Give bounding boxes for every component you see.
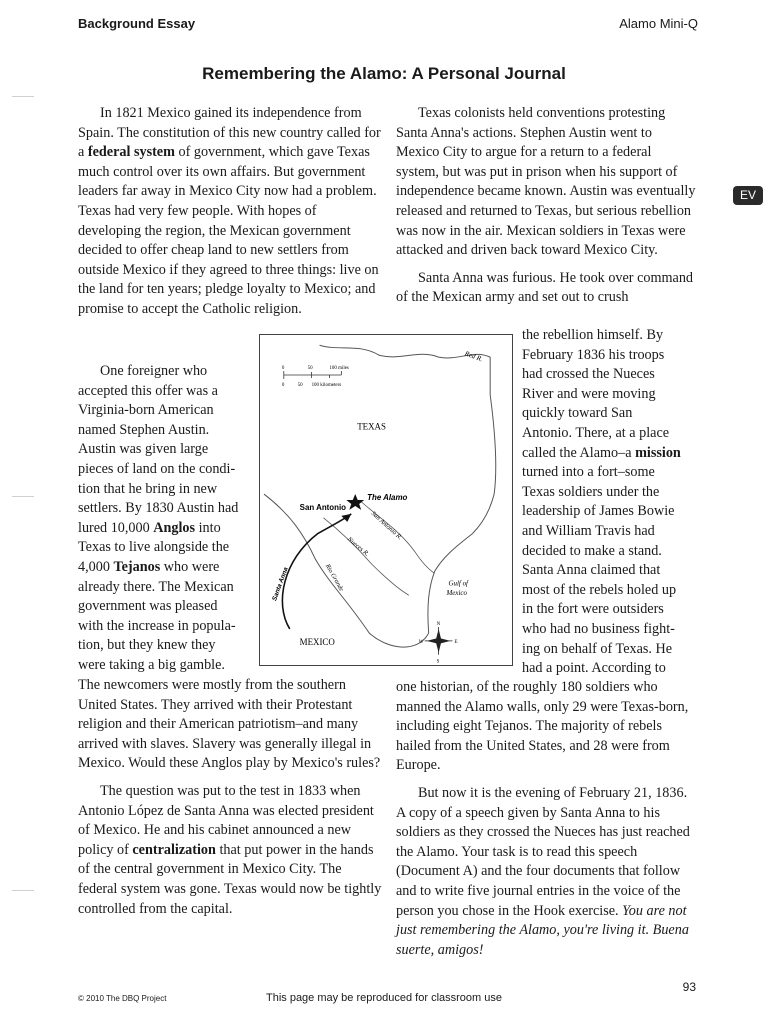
santa-anna-route [282,514,351,629]
section-label: Background Essay [78,16,196,31]
scale-50-top: 50 [307,366,313,372]
scale-zero-bottom: 0 [281,382,285,388]
compass-east: E [454,639,458,645]
compass-south: S [436,659,440,665]
red-river-label: Red R. [463,349,484,364]
map-graphic [260,335,512,665]
right-column: Texas colonists held conventions protesting Santa Anna's actions. Stephen Austin went to Mexico City to argue for a return to a federal system, but was put in prison when his support of independence became known. Austin was eventually released and returned to Texas, but serious rebellion was now in the air. Mexican soldiers in Texas were attacked and driven back toward Mexico City. Santa Anna was furious. He took over command of the Mexican army and set out to crush [396,105,696,306]
scan-mark [12,890,34,891]
san-antonio-river-label: San Antonio R. [369,510,404,542]
reproduction-notice: This page may be reproduced for classroom use [265,992,502,1004]
page-number: 93 [682,980,696,994]
left-column-lower: The newcomers were mostly from the southern United States. They arrived with their Protestant religion and their American patriotism–and many arrived with slaves. Slavery was generally illegal in Mexico. Would these Anglos play by Mexico's rules? The question was put to the test in 1833 when Antonio López de Santa Anna was elected president of Mexico. He and his cabinet announced a new policy of centralization that put power in the hands of the central government in Mexico City. The federal system was gone. Texas would now be tightly controlled from the capital. [78,677,382,917]
left-wrap-text: One foreigner who accepted this offer was a Virginia-born American named Stephen Austin. Austin was given large pieces of land on the condi- tion that he bring in new settlers. By 1830 Austin had lured 10,000 Anglos into Texas to live alongside the 4,000 Tejanos who were already there. The Mexican government was pleased with the increase in popula- tion, but they knew they were taking a big gamble. [78,363,239,673]
gulf-label: Gulf of [448,579,468,588]
nueces-river-label: Nueces R. [346,535,371,558]
gulf-label-2: Mexico [446,589,467,598]
alamo-label: The Alamo [367,493,408,502]
scale-miles-label: 100 miles [329,366,349,372]
rio-grande-label: Rio Grande [323,562,345,593]
alamo-star [346,494,364,510]
right-wrap-text: the rebellion himself. By February 1836 his troops had crossed the Nueces River and were moving quickly toward San Antonio. There, at a place called the Alamo–a mission turned into a fort–some Texas soldiers under the leadership of James Bowie and William Travis had decided to make a stand. Santa Anna claimed that most of the rebels holed up in the fort were outsiders who had no business fight- ing on behalf of Texas. He had a point. According to [522,327,681,677]
scan-mark [12,496,34,497]
route-arrowhead [341,514,351,522]
paragraph: In 1821 Mexico gained its independence from Spain. The constitution of this new country called for a federal system of government, which gave Texas much control over its own affairs. But government leaders far away in Mexico City now had a problem. Texas had very few people. With hopes of developing the region, the Mexican government decided to offer cheap land to new settlers from outside Mexico if they agreed to three things: live on the land for ten years; pledge loyalty to Mexico; and promise to accept the Catholic religion. [78,105,381,317]
right-column-lower: one historian, of the roughly 180 soldiers who manned the Alamo walls, only 29 were Texas-born, including eight Tejanos. The majority of rebels hailed from the United States, and 28 were from Europe. But now it is the evening of February 21, 1836. A copy of a speech given by Santa Anna to his soldiers as they crossed the Nueces has just reached the Alamo. Your task is to read this speech (Document A) and the four documents that follow and to write five journal entries in the voice of the person you chose in the Hook exercise. You are not just remembering the Alamo, you're living it. Buena suerte, amigos! [396,679,690,958]
unit-label: Alamo Mini-Q [619,16,698,31]
texas-label: TEXAS [357,421,386,432]
santa-anna-route-label: Santa Anna [271,566,290,602]
ev-tab-badge: EV [733,186,763,205]
scan-mark [12,96,34,97]
mexico-label: MEXICO [299,636,335,647]
scale-km-label: 100 kilometers [311,382,342,388]
copyright-text: © 2010 The DBQ Project [78,994,167,1003]
compass-rose-icon [419,622,458,665]
compass-north: N [436,622,441,628]
compass-west: W [418,639,424,645]
left-column [78,104,383,320]
scale-zero-top: 0 [281,366,285,372]
texas-east-border [472,357,495,534]
scale-50-bottom: 50 [297,382,303,388]
page-title: Remembering the Alamo: A Personal Journal [202,64,566,83]
texas-map [259,334,513,666]
san-antonio-label: San Antonio [299,502,347,512]
